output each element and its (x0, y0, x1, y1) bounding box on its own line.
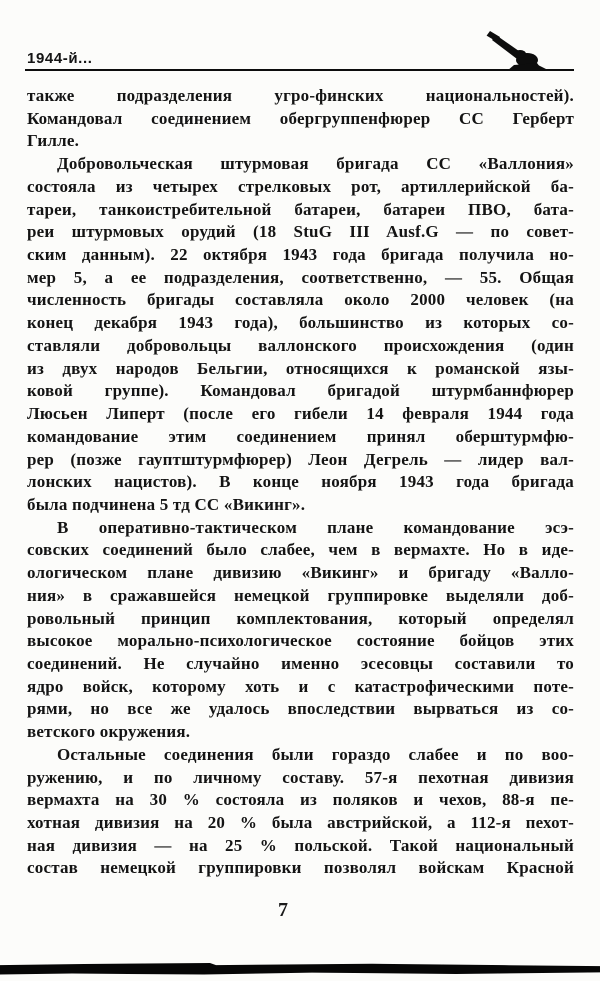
text-line: состав немецкой группировки позволял войскам Красной (27, 858, 574, 878)
paragraph (27, 517, 574, 744)
text-line: реи штурмовых орудий (18 StuG III Ausf.G — по совет- (27, 222, 574, 242)
text-line: тареи, танкоистребительной батареи, батареи ПВО, бата- (27, 199, 574, 219)
page-number: 7 (278, 899, 288, 921)
text-line: ная дивизия — на 25 % польской. Такой национальный (27, 835, 574, 855)
paragraph (27, 85, 574, 153)
text-line: Остальные соединения были гораздо слабее и по воо- (57, 744, 574, 764)
text-line: высокое морально-психологическое состояние бойцов этих (27, 631, 574, 651)
text-line: Гилле. (27, 131, 80, 151)
text-line: Командовал соединением обергруппенфюрер СС Герберт (27, 108, 574, 128)
text-line: конец декабря 1943 года), большинство из которых со- (27, 313, 574, 333)
text-line: рер (позже гауптштурмфюрер) Леон Дегрель — лидер вал- (27, 449, 574, 469)
paragraph (27, 744, 574, 880)
scan-edge-bar (0, 963, 600, 975)
text-line: также подразделения угро-финских национальностей). (27, 86, 574, 105)
text-line: соединений. Не случайно именно эсесовцы составили то (27, 653, 574, 673)
text-line: В оперативно-тактическом плане командование эсэ- (57, 517, 574, 537)
text-line: мер 5, а ее подразделения, соответственно, — 55. Общая (27, 267, 574, 287)
anti-aircraft-gun-icon (486, 22, 552, 72)
text-line: ветского окружения. (27, 722, 191, 742)
text-line: из двух народов Бельгии, относящихся к романской язы- (27, 358, 574, 378)
text-line: хотная дивизия на 20 % была австрийской, а 112-я пехот- (27, 813, 574, 832)
running-header-title: 1944-й... (27, 50, 93, 67)
text-line: численность бригады составляла около 2000 человек (на (27, 290, 574, 310)
text-line: командование этим соединением принял оберштурмфю- (27, 426, 574, 446)
text-line: ологическом плане дивизию «Викинг» и бригаду «Валло- (27, 563, 574, 583)
text-line: состояла из четырех стрелковых рот, артиллерийской ба- (27, 176, 574, 196)
text-line: ским данным). 22 октября 1943 года бригада получила но- (27, 245, 574, 265)
text-line: ровольный принцип комплектования, который определял (27, 608, 574, 628)
text-line: ния» в сражавшейся немецкой группировке выделяли доб- (27, 585, 574, 605)
text-line: вермахта на 30 % состояла из поляков и чехов, 88-я пе- (27, 790, 574, 810)
text-line: была подчинена 5 тд СС «Викинг». (27, 494, 306, 514)
text-line: рями, но все же удалось впоследствии вырваться из со- (27, 699, 574, 719)
text-line: совских соединений было слабее, чем в вермахте. Но в иде- (27, 540, 574, 560)
text-line: лонских нацистов). В конце ноября 1943 года бригада (27, 472, 574, 492)
paragraph (27, 153, 574, 517)
text-line: ружению, и по личному составу. 57-я пехотная дивизия (27, 767, 574, 787)
text-line: Добровольческая штурмовая бригада СС «Валлония» (57, 154, 574, 174)
page-text (27, 85, 574, 880)
text-line: ядро войск, которому хоть и с катастрофическими поте- (27, 676, 574, 696)
text-line: ковой группе). Командовал бригадой штурмбаннфюрер (27, 381, 574, 401)
text-line: ставляли добровольцы валлонского происхождения (один (27, 335, 574, 355)
text-line: Люсьен Липерт (после его гибели 14 февраля 1944 года (27, 404, 574, 424)
